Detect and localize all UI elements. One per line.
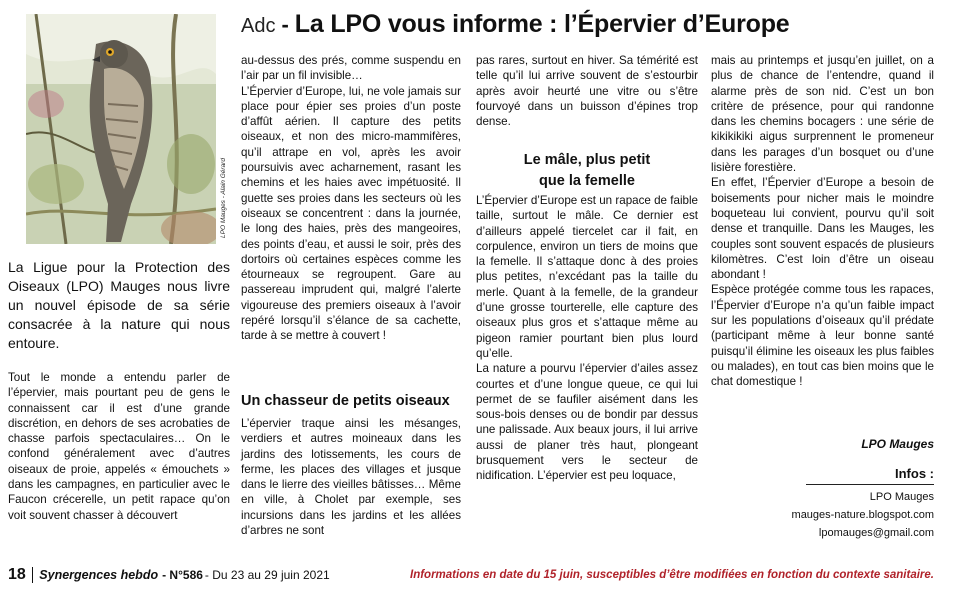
article-title bbox=[241, 10, 941, 50]
subheading-line: Le mâle, plus petit bbox=[523, 152, 651, 168]
issue-dates: - Du 23 au 29 juin 2021 bbox=[204, 568, 330, 582]
paragraph: En effet, l’Épervier d’Europe a besoin de boisements pour nicher mais le moindre boqueteau lui convient, pourvu qu’il soit dense et tranquille. Dans les Mauges, les couples sont souvent espacés de plusieurs kilomètres. C’est loin d’être un oiseau abondant ! bbox=[711, 176, 934, 282]
infos-heading: Infos : bbox=[895, 466, 934, 481]
paragraph: L’Épervier d’Europe est un rapace de faible taille, surtout le mâle. Ce dernier est d’ailleurs appelé tiercelet car il fait, en corpulence, environ un tiers de moins que la femelle. Il s’attaque donc à des proies plus petites, n’excédant pas la taille du merle. Quant à la femelle, de la grandeur d’une grosse tourterelle, elle capture des oiseaux plus gros et s’attaque même au pigeon ramier pourtant bien plus lourd qu’elle. bbox=[476, 194, 698, 360]
column-3-text-continued bbox=[476, 193, 698, 484]
page-footer bbox=[8, 564, 934, 586]
paragraph: Tout le monde a entendu parler de l’épervier, mais pourtant peu de gens le connaissent car il est d’une grande discrétion, en dehors de ses acrobaties de chasse parfois spectaculaires… On le confond généralement avec d’autres oiseaux de proie, appelés « émouchets » dans les campagnes, en particulier avec le Faucon crécerelle, un petit rapace qu’on voit souvent chasser à découvert bbox=[8, 371, 230, 522]
subheading-line: que la femelle bbox=[539, 173, 635, 189]
column-4-text bbox=[711, 53, 934, 390]
column-2-text-continued bbox=[241, 416, 461, 538]
article-signature: LPO Mauges bbox=[861, 437, 934, 451]
info-email-link[interactable]: lpomauges@gmail.com bbox=[818, 527, 934, 539]
column-1-text bbox=[8, 370, 230, 523]
sanitary-notice: Informations en date du 15 juin, susceptibles d’être modifiées en fonction du contexte sanitaire. bbox=[410, 569, 934, 581]
paragraph: au-dessus des prés, comme suspendu en l’air par un fil invisible… bbox=[241, 54, 461, 83]
photo-credit: LPO Mauges - Alain Gérard bbox=[220, 158, 227, 238]
article-lead: La Ligue pour la Protection des Oiseaux (LPO) Mauges nous livre un nouvel épisode de sa série consacrée à la nature qui nous entoure. bbox=[8, 259, 230, 351]
paragraph: La nature a pourvu l’épervier d’ailes assez courtes et d’une longue queue, ce qui lui permet de se faufiler aisément dans les sous-bois denses ou de bondir par dessus une palissade. Aux beaux jours, il lui arrive aussi de planer très haut, plongeant brusquement vers le secteur de nidification. L’épervier est peu loquace, bbox=[476, 362, 698, 483]
publication-name: Synergences hebdo bbox=[39, 568, 159, 582]
paragraph: pas rares, surtout en hiver. Sa témérité est telle qu’il lui arrive souvent de s’estourbir après avoir heurté une vitre ou s’être fourvoyé dans un buisson d’épines trop dense. bbox=[476, 54, 698, 129]
paragraph: L’Épervier d’Europe, lui, ne vole jamais sur place pour épier ses proies d’un poste d’affût aérien. Il capture des petits oiseaux, et non des micro-mammifères, qu’il attrape en vol, après les avoir poursuivis avec acharnement, rasant les chemins et les haies avec impétuosité. Il guette ses proies dans les secteurs où les oiseaux se concentrent : dans la journée, le long des haies, près des mangeoires, des points d’eau, et aussi le soir, près des dortoirs où certaines espèces comme les étourneaux se regroupent. Gare au passereau imprudent qui, malgré l’alerte vigoureuse des premiers oiseaux à l’avoir repéré lorsqu’il s’élance de sa cachette, tarde à se mettre à couvert ! bbox=[241, 84, 461, 343]
footer-separator bbox=[32, 567, 34, 583]
infos-divider bbox=[806, 484, 934, 485]
title-main: La LPO vous informe : l’Épervier d’Europe bbox=[294, 10, 790, 38]
paragraph: L’épervier traque ainsi les mésanges, verdiers et autres moineaux dans les jardins des lotissements, les cours de ferme, les places des villages et jusque dans le lierre des vieilles bâtisses… Même en ville, à Cholet par exemple, ses incursions dans les jardins et les allées d’arbres ne sont bbox=[241, 417, 461, 538]
subheading-male bbox=[476, 150, 698, 192]
page-number: 18 bbox=[8, 566, 26, 583]
subheading-chasseur: Un chasseur de petits oiseaux bbox=[241, 393, 450, 409]
info-organisation: LPO Mauges bbox=[869, 491, 934, 503]
issue-number: - N°586 bbox=[162, 568, 203, 582]
sparrowhawk-photo bbox=[26, 14, 216, 244]
paragraph: mais au printemps et jusqu’en juillet, on a plus de chance de l’entendre, quand il alarme près de son nid. C’est un bon critère de présence, pour qui randonne dans les chemins bocagers : une série de kikikikiki aigus surprennent le promeneur dans les parages d’un bosquet ou d’une lisière forestière. bbox=[711, 54, 934, 175]
info-website-link[interactable]: mauges-nature.blogspot.com bbox=[791, 509, 934, 521]
column-2-text bbox=[241, 53, 461, 344]
title-kicker: Adc bbox=[241, 15, 276, 37]
column-3-text bbox=[476, 53, 698, 129]
paragraph: Espèce protégée comme tous les rapaces, l’Épervier d’Europe n’a qu’un faible impact sur les populations d’oiseaux qu’il prédate (participant même à leur bonne santé puisqu’il élimine les oiseaux les plus faibles ou malades), en tout cas bien moins que le chat domestique ! bbox=[711, 283, 934, 389]
title-dash: - bbox=[281, 12, 289, 37]
